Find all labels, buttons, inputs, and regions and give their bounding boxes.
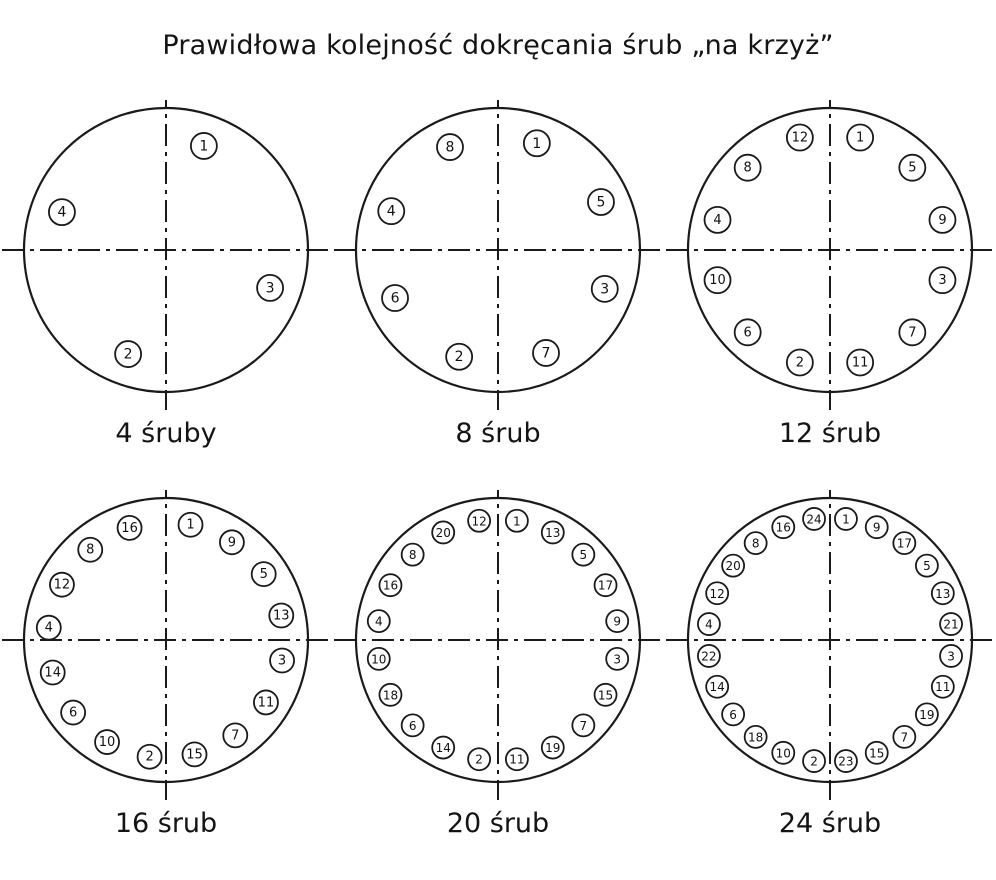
bolt-number: 17: [896, 536, 912, 551]
flange-diagram: [332, 100, 664, 410]
bolt-number: 8: [743, 160, 752, 176]
bolt-number: 9: [872, 520, 881, 535]
bolt-marker: [257, 275, 283, 301]
bolt-number: 15: [186, 747, 203, 763]
bolt-number: 15: [597, 688, 614, 703]
bolt-number: 6: [729, 707, 737, 722]
bolt-marker: [379, 574, 401, 596]
bolt-marker: [179, 513, 203, 537]
diagram-caption: 24 śrub: [778, 808, 882, 839]
flange-diagram: [0, 100, 332, 410]
bolt-marker: [572, 544, 594, 566]
bolt-marker: [735, 319, 761, 345]
bolt-marker: [772, 742, 794, 764]
bolt-number: 10: [709, 273, 726, 289]
bolt-number: 3: [613, 652, 622, 667]
bolt-marker: [595, 684, 617, 706]
bolt-marker: [78, 538, 102, 562]
bolt-marker: [223, 723, 247, 747]
bolt-number: 1: [855, 130, 865, 146]
bolt-number: 5: [259, 567, 268, 583]
bolt-marker: [254, 690, 278, 714]
bolt-marker: [506, 748, 528, 770]
bolt-number: 3: [277, 653, 287, 669]
bolt-number: 11: [509, 752, 525, 767]
bolt-number: 20: [435, 525, 451, 540]
flange-diagram: [0, 490, 332, 800]
bolt-marker: [542, 521, 564, 543]
bolt-number: 21: [943, 617, 959, 632]
bolt-marker: [698, 645, 720, 667]
bolt-number: 4: [57, 204, 67, 221]
bolt-marker: [220, 530, 244, 554]
bolt-marker: [379, 684, 401, 706]
bolt-number: 2: [795, 355, 805, 371]
bolt-marker: [432, 737, 454, 759]
bolt-marker: [506, 510, 528, 532]
bolt-number: 2: [475, 752, 483, 767]
bolt-number: 8: [86, 542, 95, 558]
bolt-marker: [191, 133, 217, 159]
bolt-marker: [572, 714, 594, 736]
bolt-marker: [940, 613, 962, 635]
bolt-marker: [592, 276, 618, 302]
bolt-marker: [252, 562, 276, 586]
bolt-marker: [893, 532, 915, 554]
bolt-marker: [606, 610, 628, 632]
bolt-marker: [432, 521, 454, 543]
bolt-marker: [270, 648, 294, 672]
bolt-marker: [835, 508, 857, 530]
bolt-number: 1: [199, 138, 209, 155]
bolt-marker: [595, 574, 617, 596]
bolt-number: 4: [705, 617, 713, 632]
bolt-number: 2: [454, 349, 464, 366]
bolt-number: 3: [938, 273, 947, 289]
bolt-marker: [705, 207, 731, 233]
bolt-marker: [698, 613, 720, 635]
bolt-number: 16: [121, 520, 138, 536]
bolt-marker: [41, 660, 65, 684]
bolt-number: 12: [709, 586, 725, 601]
bolt-number: 3: [600, 281, 610, 298]
bolt-marker: [893, 726, 915, 748]
diagram-cell-bolts-16: [0, 490, 332, 880]
bolt-marker: [118, 516, 142, 540]
bolt-marker: [402, 544, 424, 566]
bolt-number: 1: [532, 135, 542, 152]
diagram-caption: 4 śruby: [115, 418, 217, 449]
bolt-number: 13: [273, 608, 290, 624]
bolt-number: 12: [471, 514, 487, 529]
bolt-marker: [706, 676, 728, 698]
bolt-marker: [378, 198, 404, 224]
bolt-marker: [95, 730, 119, 754]
bolt-number: 6: [743, 325, 752, 341]
bolt-number: 9: [227, 535, 237, 551]
bolt-number: 5: [923, 559, 931, 574]
bolt-number: 4: [386, 203, 396, 220]
diagram-cell-bolts-12: [664, 100, 996, 490]
bolt-marker: [115, 341, 141, 367]
flange-diagram: [664, 490, 996, 800]
bolt-number: 5: [908, 160, 917, 176]
bolt-marker: [368, 610, 390, 632]
bolt-marker: [929, 207, 955, 233]
bolt-number: 2: [145, 749, 154, 765]
diagram-cell-bolts-24: [664, 490, 996, 880]
bolt-number: 7: [579, 718, 588, 733]
bolt-number: 8: [751, 536, 760, 551]
bolt-marker: [835, 750, 857, 772]
bolt-number: 7: [541, 345, 551, 362]
bolt-marker: [787, 125, 813, 151]
bolt-number: 15: [869, 746, 885, 761]
bolt-number: 22: [701, 649, 717, 664]
bolt-number: 8: [445, 139, 455, 156]
bolt-marker: [722, 703, 744, 725]
bolt-marker: [446, 344, 472, 370]
bolt-marker: [524, 130, 550, 156]
bolt-marker: [722, 555, 744, 577]
bolt-number: 19: [919, 707, 935, 722]
bolt-number: 9: [938, 212, 947, 228]
bolt-number: 7: [900, 730, 909, 745]
bolt-number: 16: [382, 578, 399, 593]
bolt-number: 11: [851, 355, 869, 371]
bolt-marker: [382, 285, 408, 311]
bolt-number: 24: [806, 512, 822, 527]
bolt-number: 11: [257, 695, 275, 711]
bolt-number: 6: [68, 705, 78, 721]
page-title: Prawidłowa kolejność dokręcania śrub „na krzyż”: [162, 30, 834, 61]
diagram-cell-bolts-8: [332, 100, 664, 490]
bolt-marker: [183, 742, 207, 766]
bolt-number: 5: [596, 194, 606, 211]
bolt-number: 4: [713, 212, 722, 228]
bolt-number: 18: [382, 688, 399, 703]
bolt-number: 16: [775, 520, 791, 535]
bolt-marker: [932, 676, 954, 698]
diagram-caption: 16 śrub: [114, 808, 218, 839]
bolt-number: 2: [810, 754, 818, 769]
bolt-marker: [533, 340, 559, 366]
bolt-marker: [705, 267, 731, 293]
bolt-marker: [606, 648, 628, 670]
bolt-number: 14: [435, 741, 451, 756]
bolt-number: 12: [791, 130, 809, 146]
bolt-number: 3: [947, 649, 955, 664]
diagram-cell-bolts-4: [0, 100, 332, 490]
bolt-number: 1: [842, 512, 850, 527]
bolt-number: 11: [935, 680, 951, 695]
bolt-number: 10: [775, 746, 791, 761]
bolt-marker: [745, 532, 767, 554]
bolt-number: 7: [231, 728, 240, 744]
diagram-grid: [0, 100, 996, 879]
bolt-number: 20: [725, 559, 741, 574]
bolt-number: 8: [408, 548, 417, 563]
bolt-marker: [468, 510, 490, 532]
bolt-marker: [803, 750, 825, 772]
bolt-number: 13: [545, 525, 561, 540]
bolt-number: 10: [98, 735, 116, 751]
diagram-cell-bolts-20: [332, 490, 664, 880]
bolt-marker: [899, 319, 925, 345]
bolt-marker: [735, 155, 761, 181]
bolt-marker: [847, 125, 873, 151]
bolt-number: 14: [44, 665, 61, 681]
bolt-number: 23: [838, 754, 854, 769]
bolt-marker: [368, 648, 390, 670]
bolt-marker: [866, 742, 888, 764]
bolt-number: 3: [265, 280, 275, 297]
bolt-marker: [542, 737, 564, 759]
bolt-number: 6: [408, 718, 417, 733]
flange-diagram: [664, 100, 996, 410]
bolt-marker: [940, 645, 962, 667]
bolt-marker: [37, 616, 61, 640]
bolt-marker: [847, 349, 873, 375]
bolt-marker: [772, 516, 794, 538]
bolt-marker: [745, 726, 767, 748]
bolt-marker: [437, 134, 463, 160]
bolt-number: 1: [513, 514, 521, 529]
bolt-marker: [932, 582, 954, 604]
bolt-number: 9: [613, 614, 622, 629]
bolt-number: 18: [748, 730, 764, 745]
bolt-number: 17: [597, 578, 614, 593]
bolt-marker: [61, 701, 85, 725]
bolt-marker: [803, 508, 825, 530]
bolt-marker: [49, 199, 75, 225]
bolt-number: 4: [374, 614, 383, 629]
bolt-number: 10: [371, 652, 387, 667]
bolt-number: 19: [545, 741, 561, 756]
bolt-marker: [787, 349, 813, 375]
bolt-marker: [899, 155, 925, 181]
bolt-number: 12: [53, 577, 71, 593]
bolt-marker: [866, 516, 888, 538]
bolt-marker: [706, 582, 728, 604]
flange-diagram: [332, 490, 664, 800]
bolt-number: 6: [390, 290, 400, 307]
bolt-marker: [402, 714, 424, 736]
bolt-number: 4: [44, 620, 53, 636]
bolt-number: 5: [579, 548, 588, 563]
bolt-marker: [929, 267, 955, 293]
bolt-marker: [468, 748, 490, 770]
bolt-number: 7: [908, 325, 917, 341]
bolt-marker: [916, 703, 938, 725]
bolt-marker: [916, 555, 938, 577]
diagram-caption: 12 śrub: [778, 418, 882, 449]
bolt-number: 14: [709, 680, 725, 695]
bolt-number: 1: [186, 517, 195, 533]
bolt-marker: [138, 745, 162, 769]
diagram-caption: 20 śrub: [446, 808, 550, 839]
bolt-marker: [50, 573, 74, 597]
diagram-caption: 8 śrub: [455, 418, 541, 449]
bolt-number: 13: [935, 586, 951, 601]
bolt-number: 2: [123, 346, 133, 363]
bolt-marker: [588, 189, 614, 215]
bolt-marker: [269, 603, 293, 627]
